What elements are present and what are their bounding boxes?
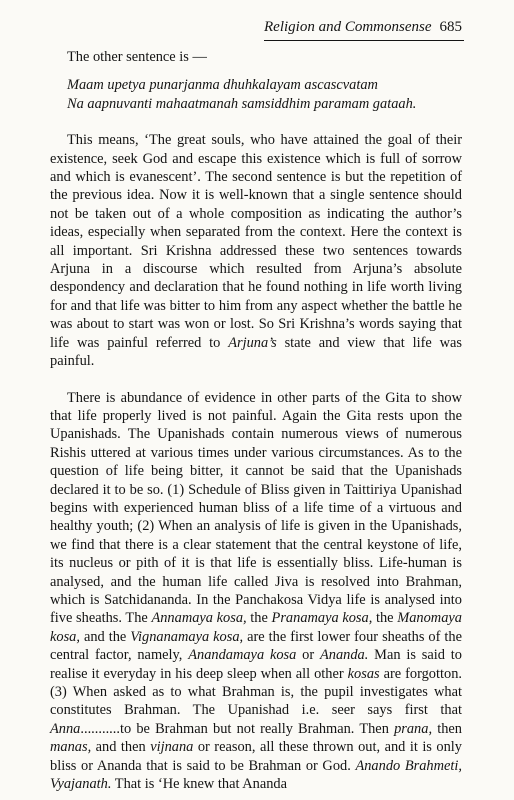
text-run: and the [79,628,131,645]
text-run: There is abundance of evidence in other parts of the Gita to show that life properly lived is not painful. Again the Gita rests upon the Upanishads. The Upanishads contain numerous views of numerous Rishis uttered at various times under various circumstances. As to the question of life being bitter, it cannot be said that the Upanishads declared it to be so. (1) Schedule of Bliss given in Taittiriya Upanishad begins with experienced human bliss of a life time of a virtuous and healthy youth; (2) When an analysis of life is given in the Upanishads, we find that there is a clear statement that the central keystone of life, its nucleus or pith of it is that life is essentially bliss. Life-human is analysed, and the human life called Jiva is resolved into Brahman, which is Satchidananda. In the Panchakosa Vidya life is analysed into five sheaths. The [50,389,462,627]
paragraph-2 [50,389,462,794]
italic-run: Ananda. [319,647,369,664]
paragraph-1 [50,131,462,370]
italic-run: kosas [347,665,380,682]
italic-run: Anna [50,720,81,737]
text-run: and then [91,739,151,756]
header-rule [264,40,464,41]
text-run: This means, ‘The great souls, who have attained the goal of their existence, seek God and escape this existence which is full of sorrow and which is evanescent’. The second sentence is but the repetition of the previous idea. Now it is well-known that a single sentence should not be taken out of a whole composition as indicating the author’s ideas, especially when separated from the context. Here the context is all important. Sri Krishna addressed these two sentences towards Arjuna in a discourse which resulted from Arjuna’s absolute despondency and declaration that he found nothing in life worth living for and that life was bitter to him from any aspect whether the battle he was about to start was won or lost. So Sri Krishna’s words saying that life was painful referred to [50,132,462,351]
italic-run: Anandamaya kosa [188,647,297,664]
text-run: That is ‘He knew that Ananda [111,776,288,793]
running-header [264,18,462,36]
text-run: are the first lower four sheaths of the central factor, namely, [50,628,462,664]
italic-run: Arjuna’s [228,334,277,351]
text-run: state and view that life was painful. [50,334,463,370]
verse-line-2: Na aapnuvanti mahaatmanah samsiddhim paramam gataah. [67,95,417,112]
italic-run: Manomaya kosa, [50,610,462,645]
italic-run: manas, [50,739,92,756]
text-run: Man is said to realise it everyday in his deep sleep when all other [50,647,462,682]
italic-run: Annamaya kosa, [151,610,247,627]
italic-run: Anando Brahmeti, Vyajanath. [50,757,462,793]
text-run: the [246,610,272,627]
page-number: 685 [439,19,462,35]
italic-run: prana, [394,720,433,737]
text-run: are forgotton. (3) When asked as to what Brahman is, the pupil investigates what constitutes Brahman. The Upanishad i.e. seer says first that [50,665,462,719]
italic-run: Vignanamaya kosa, [130,628,244,645]
running-title: Religion and Commonsense [264,19,432,35]
verse-line-1: Maam upetya punarjanma dhuhkalayam ascascvatam [67,77,378,94]
text-run: or [296,647,320,664]
italic-run: Pranamaya kosa, [271,610,373,627]
intro-line: The other sentence is — [67,49,207,65]
text-run: then [432,720,462,737]
text-run: ...........to be Brahman but not really Brahman. Then [80,720,395,737]
body-text [50,48,462,793]
text-run: the [372,610,398,627]
italic-run: vijnana [150,739,194,756]
text-run: or reason, all these thrown out, and it is only bliss or Ananda that is said to be Brahman or God. [50,739,462,774]
sanskrit-verse [67,76,462,113]
